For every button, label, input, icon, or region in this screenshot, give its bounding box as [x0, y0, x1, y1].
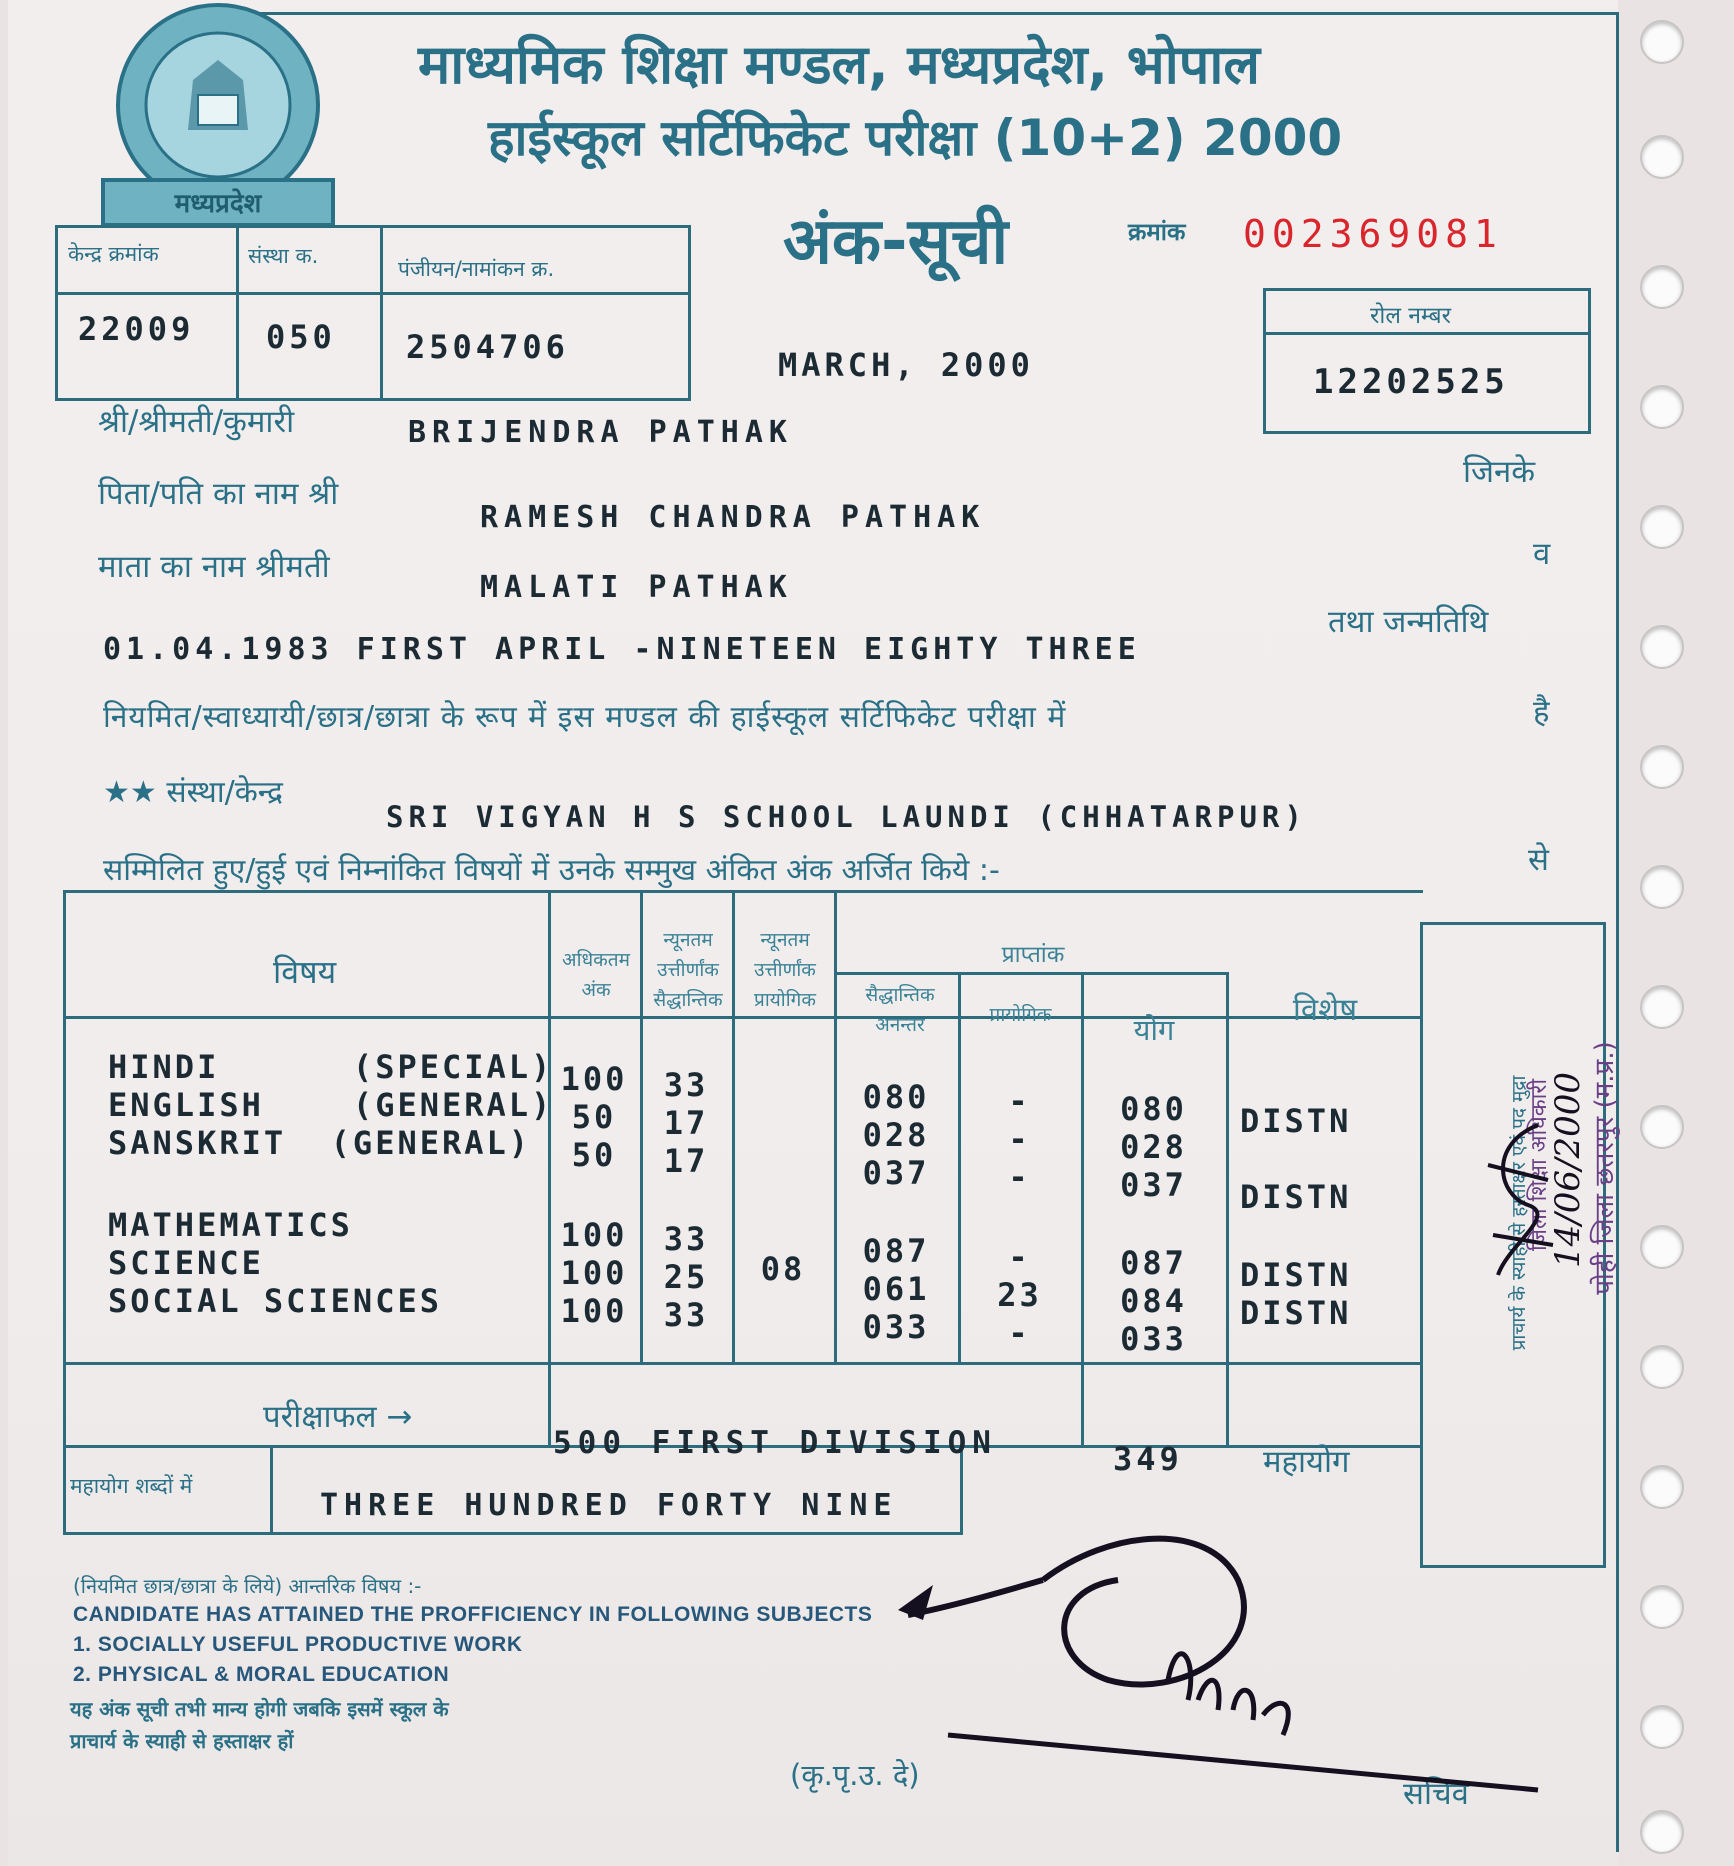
special-cell: DISTN	[1240, 1178, 1352, 1216]
group2-subjects	[108, 1206, 442, 1320]
practical-cell: -	[1008, 1314, 1031, 1352]
regular-line: नियमित/स्वाध्यायी/छात्र/छात्रा के रूप में इस मण्डल की हाईस्कूल सर्टिफिकेट परीक्षा में	[103, 700, 1067, 735]
min-theory-cell: 33	[663, 1296, 709, 1334]
words-label: महायोग शब्दों में	[70, 1474, 193, 1498]
grand-total: 349	[1113, 1440, 1183, 1478]
header-min-practical: न्यूनतम उत्तीर्णांक प्रायोगिक	[754, 929, 816, 1011]
perforation-hole	[1640, 1105, 1684, 1149]
appeared-line: सम्मिलित हुए/हुई एवं निम्नांकित विषयों में उनके सम्मुख अंकित अंक अर्जित किये :-	[103, 853, 1000, 888]
perforation-hole	[1640, 1345, 1684, 1389]
header-obtained: प्राप्तांक	[1001, 942, 1065, 968]
exam-title: हाईस्कूल सर्टिफिकेट परीक्षा (10+2) 2000	[488, 109, 1343, 167]
header-theory: सैद्धान्तिक अनन्तर	[865, 984, 935, 1036]
col-divider-min-theory	[732, 890, 735, 1362]
min-practical-cell: 08	[760, 1250, 806, 1288]
group1-practical	[958, 1082, 1081, 1196]
board-title: माध्यमिक शिक्षा मण्डल, मध्यप्रदेश, भोपाल	[418, 33, 1260, 96]
proficiency-line: CANDIDATE HAS ATTAINED THE PROFFICIENCY IN FOLLOWING SUBJECTS	[73, 1603, 873, 1626]
date-of-birth: 01.04.1983 FIRST APRIL -NINETEEN EIGHTY THREE	[103, 632, 1141, 667]
subject-row: ENGLISH (GENERAL)	[108, 1086, 554, 1124]
perforation-hole	[1640, 265, 1684, 309]
id-box-divider-2	[380, 225, 383, 398]
se-text: से	[1528, 842, 1549, 878]
col-divider-practical	[1081, 972, 1084, 1445]
words-box-left	[270, 1445, 273, 1535]
seal-text: मध्यप्रदेश	[174, 189, 262, 219]
min-theory-cell: 33	[663, 1220, 709, 1258]
min-theory-cell: 33	[663, 1066, 709, 1104]
theory-cell: 061	[862, 1270, 930, 1308]
internal-subjects-label: (नियमित छात्र/छात्रा के लिये) आन्तरिक विषय :-	[73, 1574, 422, 1598]
theory-cell: 037	[862, 1154, 930, 1192]
header-practical: प्रायोगिक	[989, 1004, 1052, 1026]
special-cell	[1240, 1140, 1351, 1178]
perforation-hole	[1640, 1705, 1684, 1749]
practical-cell: -	[1008, 1158, 1031, 1196]
perforation-hole	[1640, 865, 1684, 909]
validity-note-2: प्राचार्य के स्याही से हस्ताक्षर हों	[70, 1729, 294, 1753]
table-top	[63, 890, 1423, 893]
sup-work-line: 1. SOCIALLY USEFUL PRODUCTIVE WORK	[73, 1633, 523, 1656]
roll-number: 12202525	[1313, 362, 1509, 402]
father-name: RAMESH CHANDRA PATHAK	[480, 500, 986, 535]
top-border	[208, 12, 1618, 15]
total-cell: 087	[1120, 1244, 1187, 1282]
col-divider-total	[1226, 972, 1229, 1445]
max-cell: 100	[560, 1292, 628, 1330]
subject-row: SCIENCE	[108, 1244, 264, 1282]
physical-education-line: 2. PHYSICAL & MORAL EDUCATION	[73, 1663, 450, 1686]
principal-signature-icon	[1468, 1105, 1568, 1305]
max-cell: 100	[560, 1216, 628, 1254]
max-cell: 100	[560, 1060, 628, 1098]
center-number: 22009	[78, 310, 195, 348]
grand-total-label: महायोग	[1263, 1444, 1350, 1480]
max-cell: 100	[560, 1254, 628, 1292]
special-cell: DISTN	[1240, 1294, 1352, 1332]
serial-label: क्रमांक	[1128, 218, 1186, 246]
group2-special	[1240, 1256, 1351, 1370]
header-special: विशेष	[1292, 992, 1358, 1028]
subject-row: SOCIAL SCIENCES	[108, 1282, 442, 1320]
min-theory-cell: 25	[663, 1258, 709, 1296]
id-box-divider-1	[236, 225, 239, 398]
group2-min-theory	[640, 1220, 732, 1334]
perforation-hole	[1640, 505, 1684, 549]
roll-box-line	[1263, 332, 1588, 335]
header-min-theory: न्यूनतम उत्तीर्णांक सैद्धान्तिक	[653, 929, 723, 1011]
mother-label: माता का नाम श्रीमती	[98, 549, 330, 585]
total-cell: 033	[1120, 1320, 1187, 1358]
document-title: अंक-सूची	[783, 205, 1009, 279]
group2-max	[548, 1216, 640, 1330]
school-code: 050	[266, 318, 336, 356]
principal-note: प्राचार्य के स्याही से हस्ताक्षर एवं पद मुद्रा	[1508, 1075, 1530, 1351]
exam-month: MARCH, 2000	[778, 346, 1034, 384]
group1-theory	[834, 1078, 958, 1192]
total-cell: 037	[1120, 1166, 1187, 1204]
min-theory-cell: 17	[663, 1142, 709, 1180]
perforation-hole	[1640, 135, 1684, 179]
perforation-hole	[1640, 625, 1684, 669]
group1-special	[1240, 1102, 1351, 1216]
subject-row: MATHEMATICS	[108, 1206, 353, 1244]
registration-label: पंजीयन/नामांकन क्र.	[398, 257, 555, 281]
roll-label: रोल नम्बर	[1370, 303, 1452, 329]
subject-row: SANSKRIT (GENERAL)	[108, 1124, 532, 1162]
header-subject: विषय	[273, 953, 337, 991]
perforation-hole	[1640, 1585, 1684, 1629]
jinke-text: जिनके	[1463, 454, 1536, 490]
board-seal-icon	[93, 0, 353, 235]
validity-note-1: यह अंक सूची तभी मान्य होगी जबकि इसमें स्कूल के	[70, 1697, 449, 1721]
registration-number: 2504706	[406, 328, 569, 366]
secretary-label: सचिव	[1403, 1776, 1469, 1812]
special-cell: DISTN	[1240, 1256, 1352, 1294]
perforation-hole	[1640, 1810, 1684, 1854]
name-prefix: श्री/श्रीमती/कुमारी	[98, 404, 295, 440]
theory-cell: 033	[862, 1308, 930, 1346]
group1-subjects	[108, 1048, 553, 1162]
serial-number: 002369081	[1243, 212, 1503, 256]
practical-cell: -	[1008, 1120, 1031, 1158]
special-cell: DISTN	[1240, 1102, 1352, 1140]
group2-min-practical	[732, 1250, 834, 1288]
perforation-hole	[1640, 1465, 1684, 1509]
va-text: व	[1533, 536, 1551, 572]
practical-cell: -	[1008, 1082, 1031, 1120]
practical-cell: 23	[997, 1276, 1042, 1314]
obtained-subheader-line	[836, 972, 1226, 975]
min-theory-cell: 17	[663, 1104, 709, 1142]
school-prefix: ★★ संस्था/केन्द्र	[103, 775, 283, 810]
father-label: पिता/पति का नाम श्री	[98, 476, 339, 512]
theory-cell: 080	[862, 1078, 930, 1116]
subject-row: HINDI (SPECIAL)	[108, 1048, 554, 1086]
group1-min-theory	[640, 1066, 732, 1180]
perforation-hole	[1640, 745, 1684, 789]
school-name: SRI VIGYAN H S SCHOOL LAUNDI (CHHATARPUR)	[386, 800, 1307, 834]
header-max: अधिकतम अंक	[562, 949, 630, 1001]
table-body-bottom	[63, 1362, 1423, 1365]
total-cell: 028	[1120, 1128, 1187, 1166]
perforation-hole	[1640, 985, 1684, 1029]
total-cell: 080	[1120, 1090, 1187, 1128]
max-cell: 50	[571, 1098, 617, 1136]
group2-total	[1081, 1244, 1226, 1358]
theory-cell: 028	[862, 1116, 930, 1154]
stamp-office: जिला शिक्षा अधिकारी	[1527, 1078, 1552, 1252]
perforation-hole	[1640, 1225, 1684, 1269]
center-label: केन्द्र क्रमांक	[68, 242, 159, 266]
candidate-name: BRIJENDRA PATHAK	[408, 415, 793, 450]
perforation-hole	[1640, 20, 1684, 64]
theory-cell: 087	[862, 1232, 930, 1270]
words-box-bottom	[63, 1532, 963, 1535]
result-value: 500 FIRST DIVISION	[553, 1425, 997, 1461]
school-code-label: संस्था क.	[248, 244, 319, 268]
group2-theory	[834, 1232, 958, 1346]
group2-practical	[958, 1238, 1081, 1352]
id-box-header-line	[55, 292, 688, 295]
total-cell: 084	[1120, 1282, 1187, 1320]
grand-total-words: THREE HUNDRED FORTY NINE	[320, 1488, 898, 1523]
result-label: परीक्षाफल →	[263, 1399, 413, 1435]
table-left	[63, 890, 66, 1535]
secretary-signature-icon	[878, 1510, 1558, 1800]
please-turn-over: (कृ.पृ.उ. दे)	[790, 1758, 920, 1792]
practical-cell: -	[1008, 1238, 1031, 1276]
stamp-district: पोही जिला छतरपुर (म.प्र.)	[1590, 1041, 1620, 1295]
dob-label: तथा जन्मतिथि	[1328, 604, 1489, 640]
group1-total	[1081, 1090, 1226, 1204]
special-cell	[1240, 1332, 1351, 1370]
sign-date: 14/06/2000	[1548, 1072, 1588, 1268]
header-total: योग	[1133, 1013, 1175, 1047]
right-border	[1616, 12, 1619, 1852]
marksheet-paper	[8, 0, 1618, 1866]
perforation-hole	[1640, 385, 1684, 429]
mother-name: MALATI PATHAK	[480, 570, 793, 605]
group1-max	[548, 1060, 640, 1174]
max-cell: 50	[571, 1136, 617, 1174]
hai-text: है	[1533, 694, 1550, 730]
